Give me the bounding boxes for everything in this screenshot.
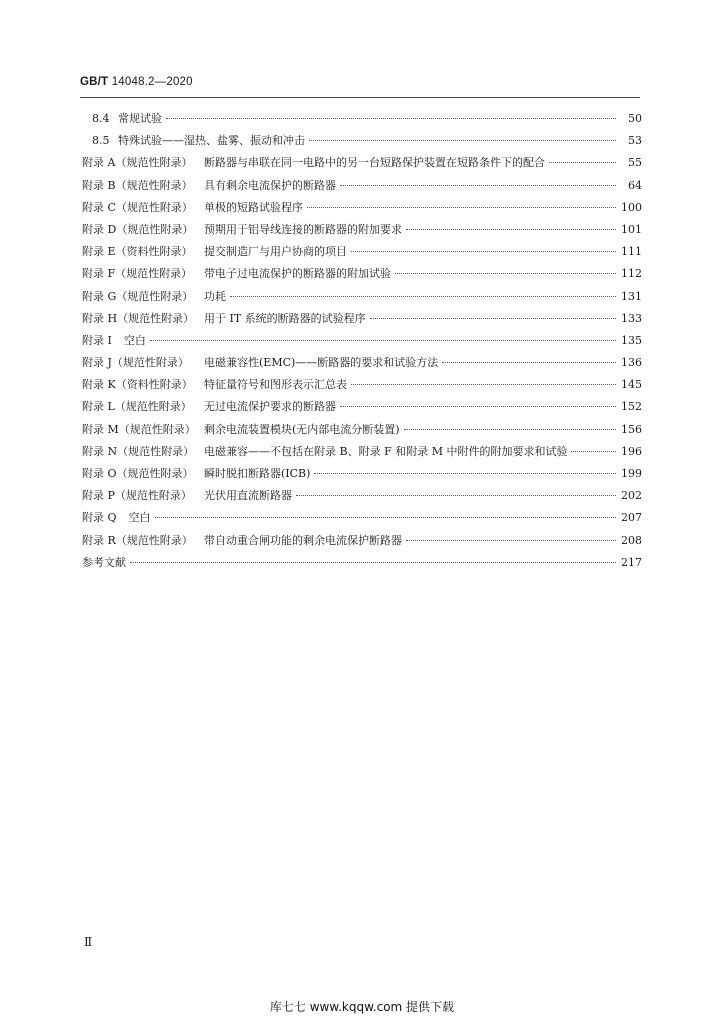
toc-dot-leader (340, 406, 616, 407)
toc-dot-leader (309, 140, 616, 141)
toc-entry[interactable] (82, 175, 642, 197)
toc-entry[interactable] (82, 352, 642, 374)
toc-dot-leader (442, 362, 616, 363)
toc-entry[interactable] (82, 330, 642, 352)
toc-entry[interactable] (82, 419, 642, 441)
toc-annex-label: 附录 M（规范性附录） (82, 422, 196, 436)
toc-title: 空白 (123, 333, 146, 347)
toc-page-number: 135 (621, 333, 642, 347)
download-footer: 库七七 www.kqqw.com 提供下载 (269, 1000, 455, 1014)
toc-section-number: 8.5 (92, 134, 110, 148)
toc-title: 提交制造厂与用户协商的项目 (204, 245, 347, 259)
toc-entry[interactable] (82, 441, 642, 463)
toc-dot-leader (351, 251, 616, 252)
toc-page-number: 152 (621, 400, 642, 414)
toc-title: 瞬时脱扣断路器(ICB) (204, 467, 311, 480)
toc-entry[interactable] (82, 374, 642, 396)
toc-page-number: 217 (621, 555, 642, 569)
toc-entry[interactable] (82, 286, 642, 308)
toc-entry[interactable] (82, 152, 642, 174)
toc-entry[interactable] (82, 552, 642, 574)
toc-title: 具有剩余电流保护的断路器 (204, 178, 336, 192)
toc-dot-leader (395, 273, 616, 274)
toc-page-number: 199 (621, 467, 642, 480)
header-rule (80, 97, 640, 98)
toc-title: 带电子过电流保护的断路器的附加试验 (204, 267, 391, 281)
toc-dot-leader (155, 517, 616, 518)
toc-page-number: 100 (621, 200, 642, 214)
toc-dot-leader (406, 540, 616, 541)
toc-entry[interactable] (82, 507, 642, 529)
toc-title: 电磁兼容——不包括在附录 B、附录 F 和附录 M 中附件的附加要求和试验 (204, 444, 568, 458)
toc-page-number: 207 (621, 511, 642, 525)
toc-entry[interactable] (82, 396, 642, 418)
toc-page-number: 50 (628, 112, 642, 125)
toc-dot-leader (150, 340, 616, 341)
toc-title: 特征量符号和图形表示汇总表 (204, 378, 347, 392)
toc-title: 单极的短路试验程序 (204, 200, 303, 214)
toc-annex-label: 附录 A（规范性附录） (82, 156, 193, 170)
page-number: Ⅱ (84, 935, 93, 949)
toc-title: 无过电流保护要求的断路器 (204, 400, 336, 414)
toc-title: 剩余电流装置模块(无内部电流分断装置) (204, 422, 400, 436)
toc-section-number: 8.4 (92, 112, 110, 125)
toc-annex-label: 附录 J（规范性附录） (82, 356, 189, 370)
toc-title: 光伏用直流断路器 (204, 489, 292, 503)
toc-entry[interactable] (82, 130, 642, 152)
toc-dot-leader (549, 162, 616, 163)
toc-title: 特殊试验——湿热、盐雾、振动和冲击 (118, 134, 305, 148)
toc-dot-leader (340, 185, 616, 186)
toc-annex-label: 附录 P（规范性附录） (82, 489, 192, 503)
standard-number: 14048.2—2020 (111, 76, 193, 88)
toc-annex-label: 附录 I (82, 333, 112, 347)
toc-annex-label: 附录 F（规范性附录） (82, 267, 193, 281)
toc-entry[interactable] (82, 485, 642, 507)
toc-entry[interactable] (82, 463, 642, 485)
toc-annex-label: 附录 R（规范性附录） (82, 533, 193, 547)
toc-entry[interactable] (82, 108, 642, 130)
toc-entry[interactable] (82, 530, 642, 552)
standard-prefix: GB/T (80, 76, 109, 88)
toc-dot-leader (314, 473, 616, 474)
toc-page-number: 53 (628, 134, 642, 148)
toc-dot-leader (571, 451, 616, 452)
standard-header (80, 76, 193, 88)
toc-title: 电磁兼容性(EMC)——断路器的要求和试验方法 (204, 356, 439, 370)
toc-annex-label: 附录 G（规范性附录） (82, 289, 194, 303)
toc-page-number: 101 (621, 222, 642, 236)
toc-dot-leader (404, 429, 616, 430)
toc-dot-leader (230, 296, 616, 297)
toc-dot-leader (166, 118, 616, 119)
toc-annex-label: 附录 H（规范性附录） (82, 311, 195, 325)
toc-dot-leader (307, 207, 616, 208)
toc-title: 用于 IT 系统的断路器的试验程序 (204, 311, 366, 325)
toc-page-number: 55 (628, 156, 642, 170)
toc-entry[interactable] (82, 219, 642, 241)
table-of-contents (82, 108, 642, 574)
toc-dot-leader (351, 384, 616, 385)
toc-page-number: 145 (621, 378, 642, 392)
toc-annex-label: 附录 N（规范性附录） (82, 444, 195, 458)
toc-page-number: 196 (621, 444, 642, 458)
toc-title: 参考文献 (82, 555, 126, 569)
toc-page-number: 136 (621, 356, 642, 370)
toc-dot-leader (130, 562, 616, 563)
toc-entry[interactable] (82, 263, 642, 285)
toc-dot-leader (406, 229, 616, 230)
toc-title: 断路器与串联在同一电路中的另一台短路保护装置在短路条件下的配合 (204, 156, 545, 170)
toc-entry[interactable] (82, 308, 642, 330)
toc-page-number: 202 (621, 489, 642, 503)
toc-page-number: 64 (628, 178, 642, 192)
toc-annex-label: 附录 D（规范性附录） (82, 222, 194, 236)
toc-dot-leader (370, 318, 616, 319)
toc-dot-leader (296, 495, 616, 496)
toc-page-number: 112 (621, 267, 642, 281)
toc-title: 常规试验 (118, 112, 162, 125)
toc-page-number: 133 (621, 311, 642, 325)
toc-title: 预期用于铝导线连接的断路器的附加要求 (204, 222, 402, 236)
toc-annex-label: 附录 O（规范性附录） (82, 467, 194, 480)
toc-title: 空白 (128, 511, 151, 525)
toc-entry[interactable] (82, 197, 642, 219)
toc-annex-label: 附录 E（资料性附录） (82, 245, 193, 259)
toc-page-number: 208 (621, 533, 642, 547)
toc-title: 带自动重合闸功能的剩余电流保护断路器 (204, 533, 402, 547)
toc-annex-label: 附录 K（资料性附录） (82, 378, 193, 392)
toc-annex-label: 附录 L（规范性附录） (82, 400, 192, 414)
toc-annex-label: 附录 Q (82, 511, 117, 525)
toc-page-number: 131 (621, 289, 642, 303)
toc-annex-label: 附录 B（规范性附录） (82, 178, 193, 192)
toc-entry[interactable] (82, 241, 642, 263)
toc-title: 功耗 (204, 289, 226, 303)
toc-page-number: 111 (621, 245, 642, 259)
toc-page-number: 156 (621, 422, 642, 436)
toc-annex-label: 附录 C（规范性附录） (82, 200, 193, 214)
